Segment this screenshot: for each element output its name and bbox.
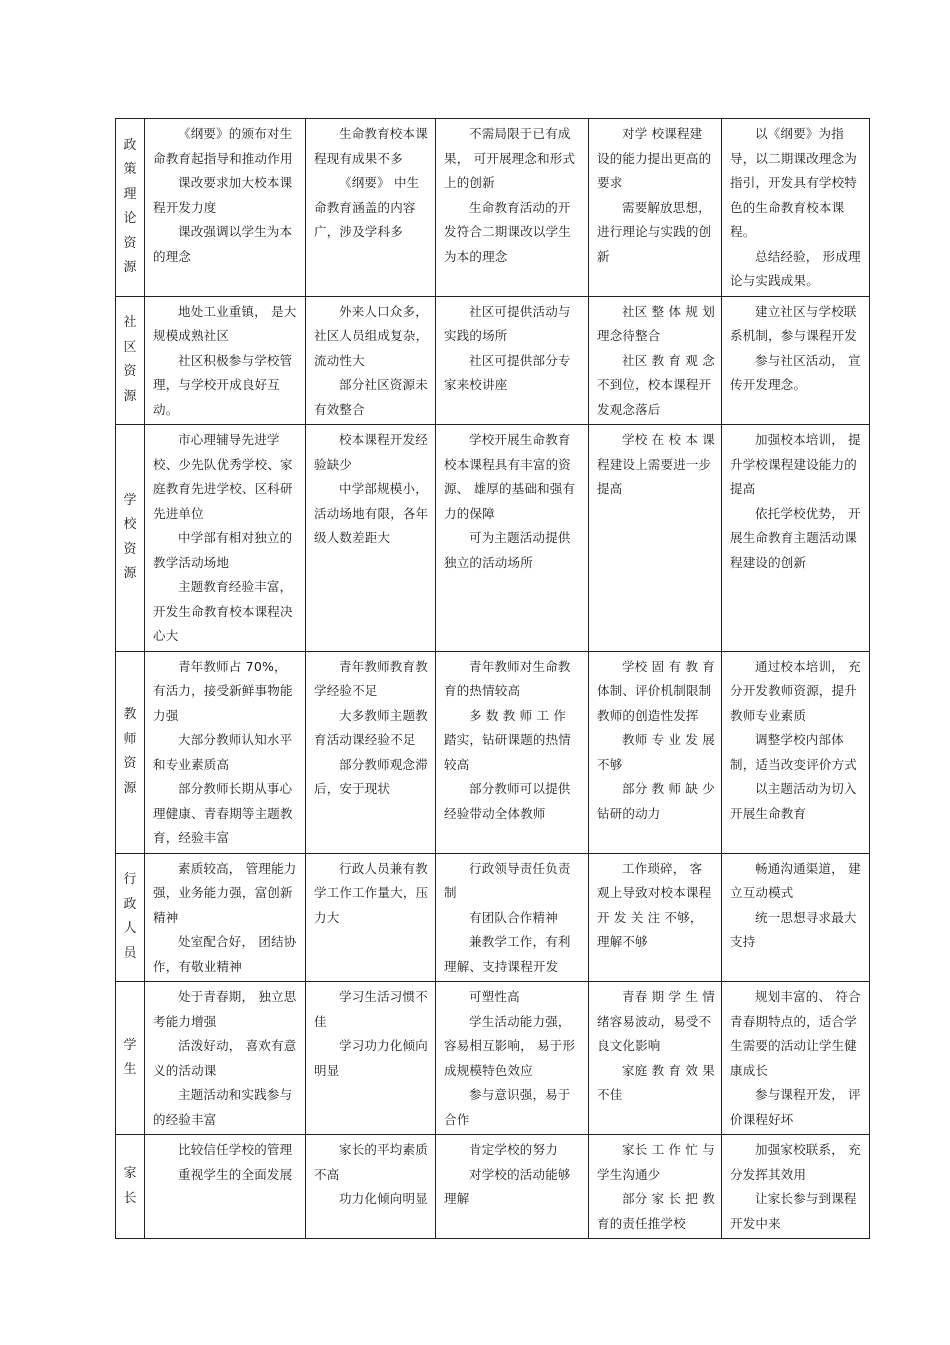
table-row: [116, 982, 870, 1135]
cell-paragraph: 学习生活习惯不佳: [314, 989, 428, 1029]
cell-paragraph: 学校开展生命教育校本课程具有丰富的资源、 雄厚的基础和强有力的保障: [444, 432, 576, 521]
table-cell: [722, 853, 870, 982]
cell-paragraph: 大多教师主题教育活动课经验不足: [314, 707, 428, 747]
table-body: [116, 119, 870, 1239]
cell-paragraph: 青年教师对生命教育的热情较高: [444, 658, 571, 698]
cell-paragraph: 需要解放思想，进行理论与实践的创新: [597, 199, 712, 264]
cell-paragraph: 有团队合作精神: [469, 909, 558, 925]
row-category-cell: [116, 296, 145, 425]
table-row: [116, 119, 870, 297]
cell-paragraph: 部分 家 长 把 教育的责任推学校: [597, 1191, 715, 1231]
row-category-label: 行政人员: [123, 872, 137, 961]
row-category-cell: [116, 119, 145, 297]
table-row: [116, 425, 870, 652]
table-cell: [722, 119, 870, 297]
cell-paragraph: 大部分教师认知水平和专业素质高: [153, 732, 293, 772]
cell-paragraph: 加强家校联系， 充分发挥其效用: [730, 1142, 861, 1182]
table-cell: [306, 119, 436, 297]
cell-paragraph: 素质较高， 管理能力强，业务能力强，富创新精神: [153, 860, 297, 925]
cell-paragraph: 活泼好动， 喜欢有意义的活动课: [153, 1038, 297, 1078]
table-cell: [145, 296, 306, 425]
row-category-label: 社区资源: [123, 315, 137, 404]
table-cell: [589, 853, 722, 982]
table-cell: [306, 853, 436, 982]
table-cell: [306, 1135, 436, 1239]
cell-paragraph: 对学 校课程建设的能力提出更高的要求: [597, 126, 712, 190]
cell-paragraph: 对学校的活动能够理解: [444, 1166, 571, 1206]
table-row: [116, 853, 870, 982]
cell-paragraph: 青春 期 学 生 情绪容易波动，易受不良文化影响: [597, 989, 715, 1053]
cell-paragraph: 加强校本培训， 提升学校课程建设能力的提高: [730, 432, 861, 496]
cell-paragraph: 社区积极参与学校管理，与学校开成良好互动。: [153, 352, 293, 417]
cell-paragraph: 课改要求加大校本课程开发力度: [153, 175, 293, 215]
table-row: [116, 296, 870, 425]
row-category-cell: [116, 651, 145, 853]
cell-paragraph: 社区可提供部分专家来校讲座: [444, 352, 571, 392]
table-cell: [436, 119, 589, 297]
cell-paragraph: 规划丰富的、 符合青春期特点的，适合学生需要的活动让学生健康成长: [730, 989, 861, 1078]
cell-paragraph: 不需局限于已有成果， 可开展理念和形式上的创新: [444, 126, 576, 190]
cell-paragraph: 依托学校优势， 开展生命教育主题活动课程建设的创新: [730, 505, 861, 570]
cell-paragraph: 社区 整 体 规 划理念待整合: [597, 303, 715, 343]
cell-paragraph: 部分社区资源未有效整合: [314, 377, 428, 417]
cell-paragraph: 行政人员兼有教学工作工作量大，压力大: [314, 860, 429, 925]
cell-paragraph: 社区可提供活动与实践的场所: [444, 303, 571, 343]
table-cell: [722, 651, 870, 853]
row-category-label: 教师资源: [123, 707, 137, 796]
cell-paragraph: 行政领导责任负责制: [444, 860, 571, 900]
cell-paragraph: 家长 工 作 忙 与学生沟通少: [597, 1142, 715, 1182]
cell-paragraph: 兼教学工作，有利理解、支持课程开发: [444, 934, 571, 974]
table-cell: [589, 1135, 722, 1239]
table-cell: [306, 296, 436, 425]
cell-paragraph: 外来人口众多，社区人员组成复杂，流动性大: [314, 303, 429, 368]
cell-paragraph: 生命教育活动的开发符合二期课改以学生为本的理念: [444, 199, 572, 264]
row-category-label: 政策理论资源: [123, 137, 137, 276]
cell-paragraph: 部分 教 师 缺 少钻研的动力: [597, 781, 715, 821]
cell-paragraph: 生命教育校本课程现有成果不多: [314, 126, 428, 166]
cell-paragraph: 处于青春期， 独立思考能力增强: [153, 989, 297, 1029]
table-row: [116, 1135, 870, 1239]
table-cell: [589, 119, 722, 297]
cell-paragraph: 《纲要》的颁布对生命教育起指导和推动作用: [153, 126, 293, 166]
cell-paragraph: 可塑性高: [469, 989, 520, 1004]
cell-paragraph: 中学部规模小，活动场地有限，各年级人数差距大: [314, 481, 429, 545]
cell-paragraph: 市心理辅导先进学校、少先队优秀学校、家庭教育先进学校、区科研先进单位: [153, 432, 293, 521]
cell-paragraph: 部分教师长期从事心理健康、青春期等主题教育，经验丰富: [153, 781, 293, 845]
table-cell: [589, 982, 722, 1135]
cell-paragraph: 重视学生的全面发展: [178, 1166, 293, 1182]
table-row: [116, 651, 870, 853]
cell-paragraph: 统一思想寻求最大支持: [730, 909, 857, 949]
table-cell: [722, 425, 870, 652]
cell-paragraph: 课改强调以学生为本的理念: [153, 224, 293, 264]
cell-paragraph: 参与课程开发， 评价课程好坏: [730, 1087, 861, 1127]
table-cell: [306, 425, 436, 652]
row-category-cell: [116, 982, 145, 1135]
table-cell: [589, 425, 722, 652]
table-cell: [589, 651, 722, 853]
cell-paragraph: 地处工业重镇， 是大规模成熟社区: [153, 303, 297, 343]
cell-paragraph: 家长的平均素质不高: [314, 1142, 428, 1182]
table-cell: [306, 651, 436, 853]
cell-paragraph: 建立社区与学校联系机制，参与课程开发: [730, 303, 858, 343]
table-cell: [145, 119, 306, 297]
cell-paragraph: 学校 固 有 教 育体制、评价机制限制教师的创造性发挥: [597, 658, 715, 723]
cell-paragraph: 主题教育经验丰富，开发生命教育校本课程决心大: [153, 579, 293, 643]
table-cell: [722, 982, 870, 1135]
table-cell: [436, 425, 589, 652]
table-cell: [589, 296, 722, 425]
table-cell: [722, 1135, 870, 1239]
row-category-label: 家长: [123, 1166, 137, 1206]
table-cell: [145, 853, 306, 982]
table-cell: [145, 651, 306, 853]
cell-paragraph: 学习功力化倾向明显: [314, 1038, 428, 1078]
row-category-cell: [116, 425, 145, 652]
row-category-label: 学校资源: [123, 492, 137, 582]
cell-paragraph: 社区 教 育 观 念不到位，校本课程开发观念落后: [597, 352, 715, 417]
cell-paragraph: 青年教师占 70%，有活力，接受新鲜事物能力强: [153, 658, 293, 723]
cell-paragraph: 家庭 教 育 效 果不佳: [597, 1062, 715, 1102]
cell-paragraph: 部分教师观念滞后，安于现状: [314, 756, 428, 796]
table-cell: [436, 1135, 589, 1239]
cell-paragraph: 教师 专 业 发 展不够: [597, 732, 715, 772]
cell-paragraph: 参与社区活动， 宣传开发理念。: [730, 352, 861, 392]
table-cell: [436, 982, 589, 1135]
cell-paragraph: 总结经验， 形成理论与实践成果。: [730, 248, 861, 288]
cell-paragraph: 工作琐碎， 客观上导致对校本课程 开 发 关 注 不够，理解不够: [597, 860, 712, 949]
cell-paragraph: 学生活动能力强，容易相互影响， 易于形成规模特色效应: [444, 1013, 576, 1078]
table-cell: [145, 982, 306, 1135]
cell-paragraph: 通过校本培训， 充分开发教师资源，提升教师专业素质: [730, 658, 861, 723]
row-category-cell: [116, 1135, 145, 1239]
table-cell: [436, 296, 589, 425]
cell-paragraph: 参与意识强，易于合作: [444, 1087, 571, 1127]
cell-paragraph: 功力化倾向明显: [339, 1191, 428, 1206]
cell-paragraph: 《纲要》 中生命教育涵盖的内容广，涉及学科多: [314, 175, 420, 239]
cell-paragraph: 青年教师教育教学经验不足: [314, 658, 428, 698]
table-cell: [145, 425, 306, 652]
cell-paragraph: 让家长参与到课程开发中来: [730, 1191, 857, 1231]
cell-paragraph: 可为主题活动提供独立的活动场所: [444, 530, 571, 570]
cell-paragraph: 部分教师可以提供经验带动全体教师: [444, 781, 571, 821]
cell-paragraph: 主题活动和实践参与的经验丰富: [153, 1087, 293, 1127]
cell-paragraph: 调整学校内部体制，适当改变评价方式: [730, 732, 858, 772]
cell-paragraph: 学校 在 校 本 课程建设上需要进一步提高: [597, 432, 715, 496]
cell-paragraph: 中学部有相对独立的教学活动场地: [153, 530, 293, 570]
cell-paragraph: 校本课程开发经验缺少: [314, 432, 428, 472]
row-category-cell: [116, 853, 145, 982]
cell-paragraph: 以《纲要》为指导，以二期课改理念为指引，开发具有学校特色的生命教育校本课程。: [730, 126, 858, 239]
table-cell: [722, 296, 870, 425]
cell-paragraph: 多 数 教 师 工 作 踏实，钻研课题的热情较高: [444, 707, 572, 772]
cell-paragraph: 处室配合好， 团结协作，有敬业精神: [153, 934, 297, 974]
swot-table: [115, 118, 870, 1239]
table-cell: [436, 853, 589, 982]
table-cell: [436, 651, 589, 853]
cell-paragraph: 畅通沟通渠道， 建立互动模式: [730, 860, 861, 900]
table-cell: [145, 1135, 306, 1239]
cell-paragraph: 以主题活动为切入开展生命教育: [730, 781, 857, 821]
table-cell: [306, 982, 436, 1135]
cell-paragraph: 肯定学校的努力: [469, 1142, 558, 1157]
cell-paragraph: 比较信任学校的管理: [178, 1142, 293, 1157]
row-category-label: 学生: [123, 1037, 137, 1077]
